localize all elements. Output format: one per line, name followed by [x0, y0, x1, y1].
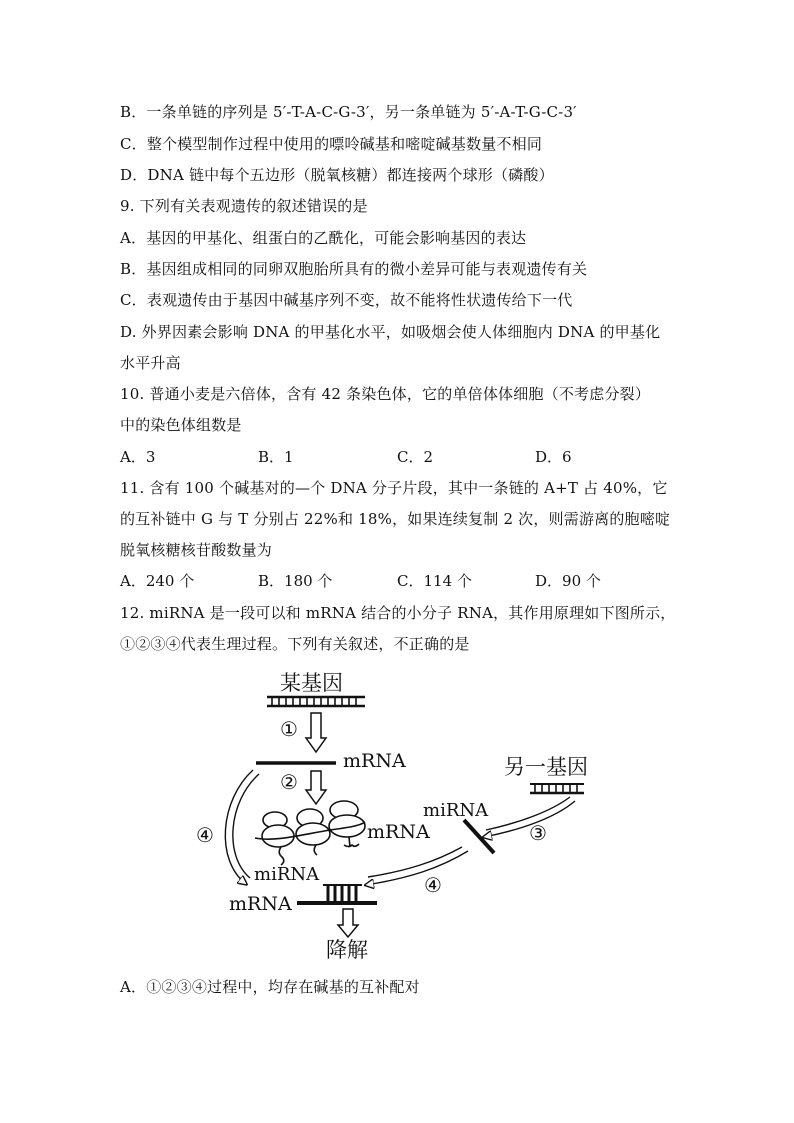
q11-stem-cont1: 的互补链中 G 与 T 分别占 22%和 18%，如果连续复制 2 次，则需游离的胞嘧啶: [120, 510, 671, 528]
step4-label-left: ④: [196, 823, 214, 847]
q9-stem: 9. 下列有关表观遗传的叙述错误的是: [120, 197, 368, 215]
mirna-binding-arrow: [366, 851, 468, 885]
mrna-label-ribosome: mRNA: [367, 821, 430, 843]
q9-option-c: C．表观遗传由于基因中碱基序列不变，故不能将性状遗传给下一代: [120, 291, 573, 309]
mirna-label-right: miRNA: [423, 800, 489, 821]
q9-option-d-cont: 水平升高: [120, 354, 181, 372]
step1-label: ①: [280, 717, 298, 741]
transcription-arrow-icon: [306, 713, 326, 752]
degradation-arrow-left: [225, 770, 253, 884]
mirna-mrna-duplex-icon: [297, 885, 377, 903]
step4-label-right: ④: [424, 873, 442, 897]
translation-arrow-icon: [306, 771, 326, 804]
q9-option-b: B．基因组成相同的同卵双胞胎所具有的微小差异可能与表观遗传有关: [120, 260, 588, 278]
step3-label: ③: [529, 821, 547, 845]
q10-stem: 10. 普通小麦是六倍体，含有 42 条染色体，它的单倍体体细胞（不考虑分裂）: [120, 385, 651, 403]
mrna-label-bottom: mRNA: [229, 893, 292, 915]
q12-stem: 12. miRNA 是一段可以和 mRNA 结合的小分子 RNA，其作用原理如下图所示，: [120, 604, 676, 622]
ribosome-icon: [255, 801, 365, 865]
q11-option-c: C．114 个: [397, 572, 472, 590]
q8-option-b: B．一条单链的序列是 5′-T-A-C-G-3′，另一条单链为 5′-A-T-G-C-3′: [120, 103, 577, 121]
gene-dna-icon: [267, 697, 365, 706]
other-gene-label: 另一基因: [504, 755, 588, 779]
q10-option-b: B．1: [258, 448, 294, 466]
degrade-label: 降解: [326, 938, 368, 962]
q11-stem: 11. 含有 100 个碱基对的—个 DNA 分子片段，其中一条链的 A+T 占 40%，它: [120, 479, 668, 497]
q9-option-a: A．基因的甲基化、组蛋白的乙酰化，可能会影响基因的表达: [120, 229, 527, 247]
q10-stem-cont: 中的染色体组数是: [120, 416, 242, 434]
mrna-label-top: mRNA: [343, 750, 406, 772]
q11-option-a: A．240 个: [120, 572, 195, 590]
mirna-label-bottom: miRNA: [254, 864, 320, 885]
gene-label: 某基因: [280, 671, 343, 695]
q10-option-c: C．2: [397, 448, 434, 466]
step2-label: ②: [280, 770, 298, 794]
degradation-arrow-icon: [338, 909, 358, 937]
q8-option-d: D．DNA 链中每个五边形（脱氧核糖）都连接两个球形（磷酸）: [120, 166, 554, 184]
q8-option-c: C．整个模型制作过程中使用的嘌呤碱基和嘧啶碱基数量不相同: [120, 135, 543, 153]
q11-option-b: B．180 个: [258, 572, 333, 590]
q12-option-a: A．①②③④过程中，均存在碱基的互补配对: [120, 978, 420, 996]
q12-stem-cont: ①②③④代表生理过程。下列有关叙述，不正确的是: [120, 635, 470, 653]
q10-option-d: D．6: [535, 448, 572, 466]
q11-stem-cont2: 脱氧核糖核苷酸数量为: [120, 541, 273, 559]
q11-option-d: D．90 个: [535, 572, 601, 590]
q9-option-d: D. 外界因素会影响 DNA 的甲基化水平，如吸烟会使人体细胞内 DNA 的甲基化: [120, 323, 661, 341]
q10-option-a: A．3: [120, 448, 156, 466]
other-gene-dna-icon: [530, 784, 584, 793]
